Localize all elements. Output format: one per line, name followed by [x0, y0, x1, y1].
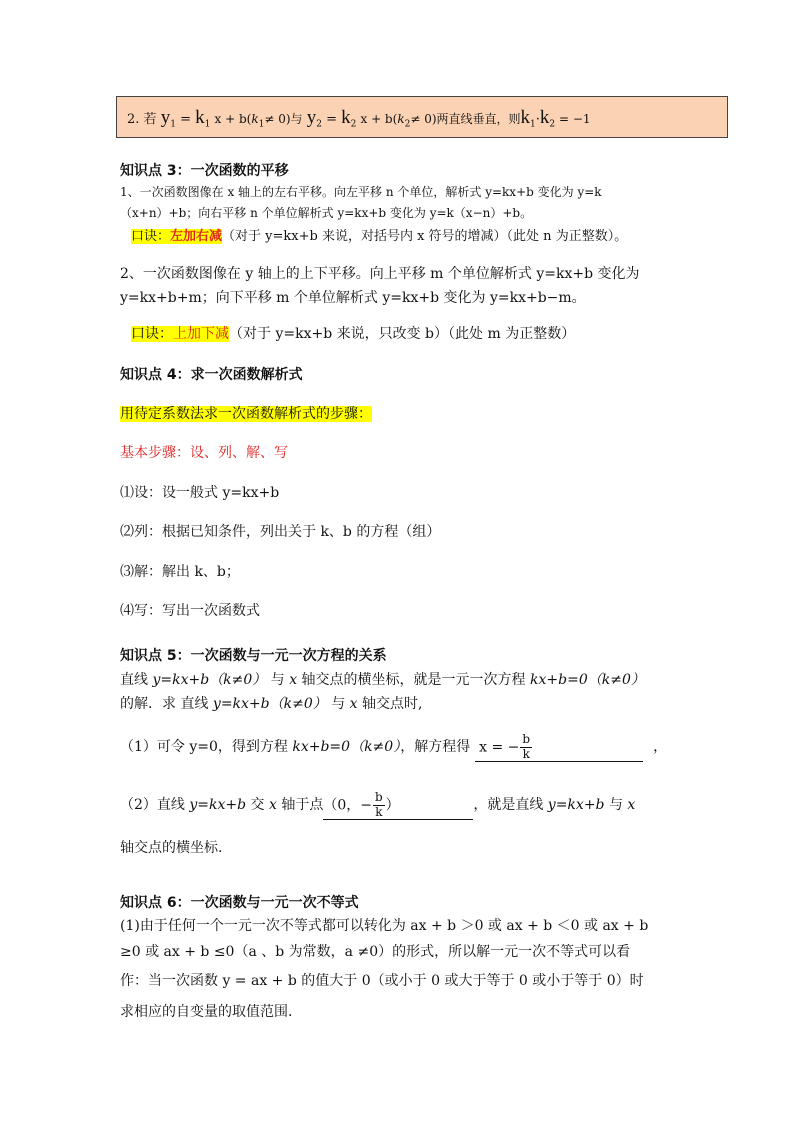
- kk1-subscript: 1: [530, 119, 536, 130]
- kk1-symbol: k: [520, 107, 531, 128]
- perpendicular-condition-box: [116, 96, 728, 138]
- k1-cond-subscript: 1: [258, 119, 265, 130]
- perpendicular-tail-text: 两直线垂直，则: [436, 112, 521, 126]
- kp4-basic-steps: 基本步骤：设、列、解、写: [120, 445, 288, 461]
- y2-symbol: y: [306, 107, 317, 128]
- k1-cond-symbol: k: [251, 112, 259, 126]
- kp4-step-4: ⑷写：写出一次函数式: [120, 603, 260, 619]
- kp5-l1-text-a: 直线: [120, 672, 153, 688]
- y2-subscript: 2: [316, 119, 322, 130]
- kp5-l1-text-c: 与: [266, 672, 290, 688]
- kp5-q2-equation-2: y=kx+b: [547, 797, 605, 813]
- product-dot: ·: [535, 112, 540, 127]
- koujue1-rest: （对于 y=kx+b 来说，对括号内 x 符号的增减）（此处 n 为正整数）。: [222, 229, 628, 244]
- expr-rest-2: x + b(: [360, 112, 398, 126]
- k1-symbol: k: [195, 107, 205, 128]
- kp5-q1-x-equals: x = −: [479, 739, 520, 755]
- k1-subscript: 1: [204, 119, 211, 130]
- kp5-l2-text-c: 与: [326, 696, 350, 712]
- kp5-l1-text-e: 轴交点的横坐标，就是一元一次方程: [297, 672, 531, 688]
- k2-symbol: k: [341, 107, 351, 128]
- kp5-l1-equation-2: kx+b=0（k≠0）: [530, 672, 645, 688]
- kp5-l2-x: x: [349, 696, 358, 712]
- kp3-koujue1: [131, 225, 627, 244]
- kp5-l2-equation: y=kx+b（k≠0）: [212, 696, 327, 712]
- kp5-q2-frac-numerator: b: [374, 789, 383, 804]
- kp5-q2-x-2: x: [627, 797, 636, 813]
- kp5-q2-text-h: 与: [604, 797, 628, 813]
- koujue2-rest: （对于 y=kx+b 来说，只改变 b）（此处 m 为正整数）: [229, 326, 576, 342]
- kp6-line2: ≥0 或 ax + b ≤0（a 、b 为常数，a ≠0）的形式，所以解一元一次不等式可以看: [120, 944, 631, 960]
- koujue2-label: 口诀：: [131, 326, 173, 342]
- kp5-question-2: [120, 785, 635, 825]
- k2-cond-text: ≠ 0): [410, 112, 437, 126]
- kk2-symbol: k: [539, 107, 550, 128]
- kp5-line1: [120, 669, 645, 689]
- kp5-q1-end: ，: [653, 739, 668, 755]
- kp5-l2-text-a: 的解．求 直线: [120, 696, 213, 712]
- kp5-line3: 轴交点的横坐标.: [120, 840, 223, 856]
- kp4-step-2: ⑵列：根据已知条件，列出关于 k、b 的方程（组）: [120, 524, 441, 540]
- kp5-q1-frac-numerator: b: [522, 731, 531, 746]
- kp5-q2-fraction: [373, 791, 385, 820]
- kp5-question-1: [120, 727, 667, 767]
- koujue2-red: 上加下减: [173, 326, 229, 342]
- kp3-p1-line1: 1、一次函数图像在 x 轴上的左右平移。向左平移 n 个单位，解析式 y=kx+b 变化为 y=k: [120, 185, 602, 199]
- kp5-q2-point-close: ）: [385, 797, 400, 813]
- kp5-q1-frac-denominator: k: [522, 746, 530, 761]
- kp5-title: 知识点 5：一次函数与一元一次方程的关系: [120, 648, 387, 664]
- kp5-q2-answer-blank: [323, 791, 473, 821]
- kk2-subscript: 2: [549, 119, 556, 130]
- equals-sign: =: [180, 112, 191, 127]
- kp6-line1: (1)由于任何一个一元一次不等式都可以转化为 ax + b ＞0 或 ax + b ＜0 或 ax + b: [120, 918, 649, 934]
- kp3-p2-line1: 2、一次函数图像在 y 轴上的上下平移。向上平移 m 个单位解析式 y=kx+b 变化为: [120, 266, 640, 282]
- kp4-steps-title-text: 用待定系数法求一次函数解析式的步骤：: [120, 406, 372, 422]
- kp4-step-1: ⑴设：设一般式 y=kx+b: [120, 485, 280, 501]
- kp6-title: 知识点 6：一次函数与一元一次不等式: [120, 895, 359, 911]
- k2-cond-symbol: k: [397, 112, 405, 126]
- equals-sign-2: =: [326, 112, 337, 127]
- y1-symbol: y: [160, 107, 171, 128]
- kp3-koujue2: [131, 323, 575, 343]
- y1-subscript: 1: [170, 119, 176, 130]
- yu-text: 与: [290, 112, 303, 126]
- k2-subscript: 2: [350, 119, 357, 130]
- perpendicular-condition-text: [127, 107, 591, 130]
- kp5-q2-equation: y=kx+b: [189, 797, 247, 813]
- kp4-title: 知识点 4：求一次函数解析式: [120, 367, 303, 383]
- k2-cond-subscript: 2: [404, 119, 411, 130]
- koujue1-label: 口诀：: [131, 229, 171, 244]
- kp5-q2-text-a: （2）直线: [120, 797, 190, 813]
- kp5-q1-fraction: [520, 733, 532, 762]
- kp5-l1-equation: y=kx+b（k≠0）: [152, 672, 267, 688]
- kp4-step-3: ⑶解：解出 k、b；: [120, 564, 240, 580]
- kp5-q2-text-c: 交: [246, 797, 269, 813]
- kp5-q1-text-c: ，解方程得: [400, 739, 475, 755]
- ruo-text: 若: [143, 112, 157, 127]
- kp5-q2-text-e: 轴于点: [276, 797, 324, 813]
- kp5-q1-equation: kx+b=0（k≠0）: [292, 739, 401, 755]
- expr-rest-1: x + b(: [214, 112, 252, 126]
- kp5-q1-text-a: （1）可令 y=0，得到方程: [120, 739, 293, 755]
- kp5-q1-answer-blank: [475, 733, 643, 763]
- kp5-l1-x: x: [289, 672, 298, 688]
- kp5-q2-text-f: ，就是直线: [473, 797, 548, 813]
- kp5-q2-point-open: （0，−: [323, 797, 372, 813]
- kp3-title: 知识点 3：一次函数的平移: [120, 163, 289, 179]
- kp5-q2-frac-denominator: k: [375, 804, 383, 819]
- k1-cond-text: ≠ 0): [264, 112, 291, 126]
- kp5-line2: [120, 693, 422, 713]
- kp3-p1-line2: （x+n）+b；向右平移 n 个单位解析式 y=kx+b 变化为 y=k（x−n）+b。: [120, 206, 533, 220]
- kp4-steps-title: [120, 403, 372, 423]
- kp6-line4: 求相应的自变量的取值范围.: [120, 1004, 293, 1020]
- kp5-l2-text-e: 轴交点时,: [357, 696, 423, 712]
- kp5-q2-x: x: [268, 797, 277, 813]
- kp6-line3: 作：当一次函数 y = ax + b 的值大于 0（或小于 0 或大于等于 0 或小于等于 0）时: [120, 973, 644, 989]
- kp3-p2-line2: y=kx+b+m；向下平移 m 个单位解析式 y=kx+b 变化为 y=kx+b−m。: [120, 290, 586, 306]
- koujue1-red: 左加右减: [170, 229, 223, 244]
- product-result: = −1: [555, 112, 591, 126]
- item-number: 2.: [127, 112, 140, 127]
